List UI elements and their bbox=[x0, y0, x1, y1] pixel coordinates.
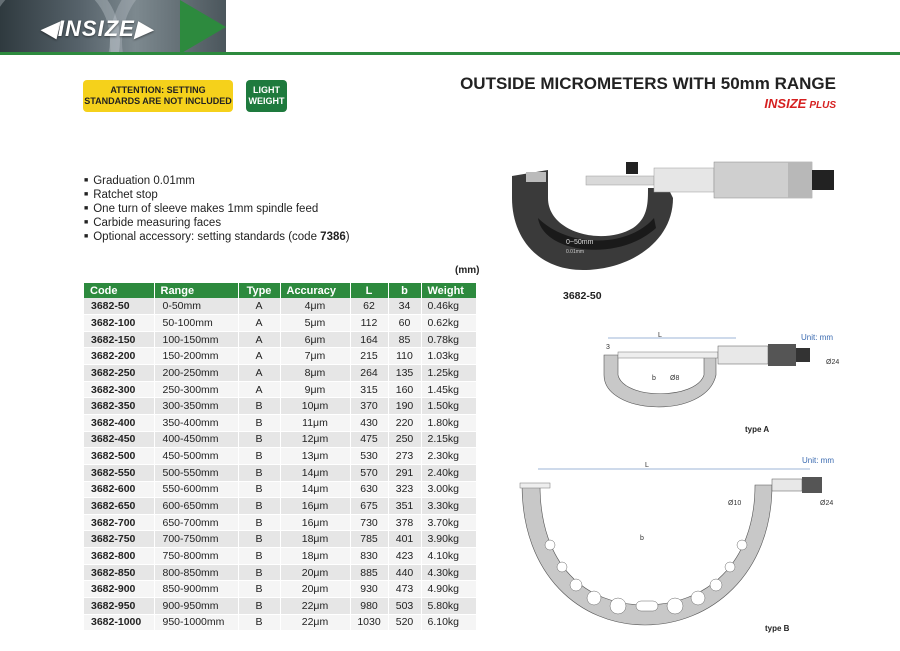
cell-type: A bbox=[238, 348, 280, 365]
cell-l: 630 bbox=[350, 481, 388, 498]
accessory-code: 7386 bbox=[320, 231, 346, 243]
spec-table bbox=[84, 283, 477, 631]
table-row bbox=[84, 614, 476, 631]
table-row bbox=[84, 548, 476, 565]
dim-lb: L bbox=[645, 462, 649, 469]
cell-weight: 0.46kg bbox=[421, 298, 476, 315]
header-divider bbox=[0, 52, 900, 55]
cell-type: B bbox=[238, 431, 280, 448]
cell-weight: 2.40kg bbox=[421, 464, 476, 481]
cell-type: B bbox=[238, 531, 280, 548]
cell-range: 100-150mm bbox=[154, 331, 238, 348]
thimble-b bbox=[802, 477, 822, 493]
cell-range: 200-250mm bbox=[154, 365, 238, 382]
cell-accuracy: 13μm bbox=[280, 448, 350, 465]
frame-text: 0~50mm bbox=[566, 239, 594, 246]
cell-l: 62 bbox=[350, 298, 388, 315]
cell-l: 830 bbox=[350, 548, 388, 565]
cell-code: 3682-450 bbox=[84, 431, 154, 448]
cell-weight: 1.25kg bbox=[421, 365, 476, 382]
cell-type: B bbox=[238, 598, 280, 615]
type-a-label: type A bbox=[745, 425, 770, 434]
page-title: OUTSIDE MICROMETERS WITH 50mm RANGE bbox=[460, 74, 836, 93]
cell-l: 730 bbox=[350, 514, 388, 531]
cell-weight: 4.30kg bbox=[421, 564, 476, 581]
cell-type: B bbox=[238, 414, 280, 431]
table-row bbox=[84, 315, 476, 332]
cell-b: 135 bbox=[388, 365, 421, 382]
header-arrow bbox=[180, 0, 226, 54]
header-band bbox=[0, 0, 900, 56]
cell-l: 570 bbox=[350, 464, 388, 481]
cell-l: 475 bbox=[350, 431, 388, 448]
brand-arrow-icon: ◀ bbox=[40, 16, 58, 41]
table-row bbox=[84, 481, 476, 498]
cell-l: 980 bbox=[350, 598, 388, 615]
cell-code: 3682-800 bbox=[84, 548, 154, 565]
cell-b: 190 bbox=[388, 398, 421, 415]
table-row bbox=[84, 464, 476, 481]
table-row bbox=[84, 398, 476, 415]
sleeve bbox=[654, 168, 714, 192]
cell-b: 473 bbox=[388, 581, 421, 598]
table-row bbox=[84, 564, 476, 581]
cell-b: 440 bbox=[388, 564, 421, 581]
col-header-weight: Weight bbox=[421, 283, 476, 298]
feature-item: ■ One turn of sleeve makes 1mm spindle feed bbox=[84, 203, 350, 217]
cell-l: 430 bbox=[350, 414, 388, 431]
cell-code: 3682-750 bbox=[84, 531, 154, 548]
product-photo bbox=[508, 158, 836, 270]
cell-code: 3682-150 bbox=[84, 331, 154, 348]
cell-range: 500-550mm bbox=[154, 464, 238, 481]
table-row bbox=[84, 348, 476, 365]
cell-type: B bbox=[238, 548, 280, 565]
cell-weight: 3.90kg bbox=[421, 531, 476, 548]
cell-code: 3682-350 bbox=[84, 398, 154, 415]
cell-range: 150-200mm bbox=[154, 348, 238, 365]
cell-range: 0-50mm bbox=[154, 298, 238, 315]
cell-accuracy: 20μm bbox=[280, 581, 350, 598]
lock-lever bbox=[626, 162, 638, 174]
table-row bbox=[84, 581, 476, 598]
cell-b: 503 bbox=[388, 598, 421, 615]
frame-a bbox=[604, 355, 716, 407]
ratchet bbox=[812, 170, 834, 190]
cell-weight: 1.45kg bbox=[421, 381, 476, 398]
cell-range: 250-300mm bbox=[154, 381, 238, 398]
cell-accuracy: 4μm bbox=[280, 298, 350, 315]
feature-list bbox=[84, 175, 350, 245]
cell-accuracy: 18μm bbox=[280, 531, 350, 548]
thimble-knurl bbox=[788, 162, 812, 198]
cell-l: 370 bbox=[350, 398, 388, 415]
cell-weight: 4.90kg bbox=[421, 581, 476, 598]
cell-accuracy: 5μm bbox=[280, 315, 350, 332]
cell-range: 950-1000mm bbox=[154, 614, 238, 631]
col-header-accuracy: Accuracy bbox=[280, 283, 350, 298]
cell-weight: 0.62kg bbox=[421, 315, 476, 332]
cell-type: B bbox=[238, 581, 280, 598]
cell-code: 3682-1000 bbox=[84, 614, 154, 631]
table-row bbox=[84, 414, 476, 431]
col-header-b: b bbox=[388, 283, 421, 298]
type-b-label: type B bbox=[765, 624, 790, 633]
cell-weight: 5.80kg bbox=[421, 598, 476, 615]
table-row bbox=[84, 298, 476, 315]
cell-range: 600-650mm bbox=[154, 498, 238, 515]
table-row bbox=[84, 598, 476, 615]
unit-label-a: Unit: mm bbox=[801, 333, 833, 342]
sublogo-plus: PLUS bbox=[809, 100, 836, 111]
cell-type: B bbox=[238, 614, 280, 631]
brand-logo bbox=[40, 16, 153, 42]
cell-weight: 3.70kg bbox=[421, 514, 476, 531]
thimble-a bbox=[768, 344, 796, 366]
drawing-type-b bbox=[510, 455, 840, 635]
cell-weight: 1.50kg bbox=[421, 398, 476, 415]
cell-type: B bbox=[238, 464, 280, 481]
cell-b: 291 bbox=[388, 464, 421, 481]
cell-accuracy: 20μm bbox=[280, 564, 350, 581]
dim-l: L bbox=[658, 332, 662, 339]
feature-item: ■ Ratchet stop bbox=[84, 189, 350, 203]
feature-text: Optional accessory: setting standards (code bbox=[93, 231, 321, 243]
cell-weight: 1.03kg bbox=[421, 348, 476, 365]
dim-b: b bbox=[652, 375, 656, 382]
cell-weight: 1.80kg bbox=[421, 414, 476, 431]
anvil bbox=[526, 172, 546, 182]
table-row bbox=[84, 498, 476, 515]
sleeve-a bbox=[718, 346, 768, 364]
insize-plus-logo bbox=[700, 96, 836, 111]
cell-code: 3682-600 bbox=[84, 481, 154, 498]
table-row bbox=[84, 381, 476, 398]
cell-accuracy: 12μm bbox=[280, 431, 350, 448]
cell-l: 530 bbox=[350, 448, 388, 465]
cell-accuracy: 14μm bbox=[280, 481, 350, 498]
feature-text: ) bbox=[345, 231, 350, 243]
col-header-l: L bbox=[350, 283, 388, 298]
cell-accuracy: 9μm bbox=[280, 381, 350, 398]
spindle bbox=[586, 176, 654, 185]
ratchet-a bbox=[796, 348, 810, 362]
cell-accuracy: 10μm bbox=[280, 398, 350, 415]
cell-b: 351 bbox=[388, 498, 421, 515]
cell-range: 700-750mm bbox=[154, 531, 238, 548]
cell-accuracy: 16μm bbox=[280, 498, 350, 515]
cell-type: A bbox=[238, 298, 280, 315]
product-label: 3682-50 bbox=[563, 290, 602, 302]
frame-subtext: 0.01mm bbox=[566, 249, 585, 255]
dim-3: 3 bbox=[606, 344, 610, 351]
cell-code: 3682-50 bbox=[84, 298, 154, 315]
cell-b: 423 bbox=[388, 548, 421, 565]
dim-bb: b bbox=[640, 535, 644, 542]
cell-weight: 2.30kg bbox=[421, 448, 476, 465]
cell-range: 450-500mm bbox=[154, 448, 238, 465]
cell-b: 273 bbox=[388, 448, 421, 465]
cell-l: 675 bbox=[350, 498, 388, 515]
cell-b: 250 bbox=[388, 431, 421, 448]
cell-type: A bbox=[238, 315, 280, 332]
cell-accuracy: 11μm bbox=[280, 414, 350, 431]
cell-weight: 6.10kg bbox=[421, 614, 476, 631]
col-header-range: Range bbox=[154, 283, 238, 298]
cell-b: 34 bbox=[388, 298, 421, 315]
cell-type: A bbox=[238, 331, 280, 348]
cell-code: 3682-700 bbox=[84, 514, 154, 531]
cell-accuracy: 16μm bbox=[280, 514, 350, 531]
cell-weight: 0.78kg bbox=[421, 331, 476, 348]
brand-arrow-icon: ▶ bbox=[134, 16, 153, 41]
cell-code: 3682-500 bbox=[84, 448, 154, 465]
cell-range: 550-600mm bbox=[154, 481, 238, 498]
spindle-a bbox=[618, 352, 718, 358]
feature-item bbox=[84, 231, 350, 245]
cell-code: 3682-300 bbox=[84, 381, 154, 398]
cell-code: 3682-250 bbox=[84, 365, 154, 382]
feature-item: ■ Graduation 0.01mm bbox=[84, 175, 350, 189]
col-header-code: Code bbox=[84, 283, 154, 298]
cell-type: B bbox=[238, 398, 280, 415]
anvil-b bbox=[520, 483, 550, 488]
cell-range: 300-350mm bbox=[154, 398, 238, 415]
attention-badge: ATTENTION: SETTING STANDARDS ARE NOT INCLUDED bbox=[83, 80, 233, 112]
cell-l: 785 bbox=[350, 531, 388, 548]
table-row bbox=[84, 514, 476, 531]
unit-label-b: Unit: mm bbox=[802, 456, 834, 465]
cell-range: 900-950mm bbox=[154, 598, 238, 615]
cell-type: A bbox=[238, 365, 280, 382]
cell-range: 400-450mm bbox=[154, 431, 238, 448]
cell-accuracy: 7μm bbox=[280, 348, 350, 365]
cell-b: 401 bbox=[388, 531, 421, 548]
brand-name: INSIZE bbox=[57, 16, 135, 41]
cell-l: 112 bbox=[350, 315, 388, 332]
cell-code: 3682-650 bbox=[84, 498, 154, 515]
cell-range: 800-850mm bbox=[154, 564, 238, 581]
dim-d8: Ø8 bbox=[670, 375, 680, 382]
table-row bbox=[84, 365, 476, 382]
cell-b: 378 bbox=[388, 514, 421, 531]
dim-d24: Ø24 bbox=[826, 359, 840, 366]
cell-range: 750-800mm bbox=[154, 548, 238, 565]
table-row bbox=[84, 331, 476, 348]
cell-type: B bbox=[238, 481, 280, 498]
cell-code: 3682-100 bbox=[84, 315, 154, 332]
cell-code: 3682-900 bbox=[84, 581, 154, 598]
cell-b: 60 bbox=[388, 315, 421, 332]
cell-weight: 2.15kg bbox=[421, 431, 476, 448]
cell-type: B bbox=[238, 564, 280, 581]
cell-l: 1030 bbox=[350, 614, 388, 631]
unit-label: (mm) bbox=[455, 265, 480, 276]
cell-l: 264 bbox=[350, 365, 388, 382]
cell-b: 323 bbox=[388, 481, 421, 498]
sleeve-b bbox=[772, 479, 802, 491]
cell-range: 850-900mm bbox=[154, 581, 238, 598]
cell-b: 520 bbox=[388, 614, 421, 631]
table-row bbox=[84, 531, 476, 548]
cell-accuracy: 22μm bbox=[280, 614, 350, 631]
cell-code: 3682-400 bbox=[84, 414, 154, 431]
cell-accuracy: 6μm bbox=[280, 331, 350, 348]
table-body bbox=[84, 298, 476, 631]
cell-b: 160 bbox=[388, 381, 421, 398]
table-header-row bbox=[84, 283, 476, 298]
cell-l: 885 bbox=[350, 564, 388, 581]
cell-b: 220 bbox=[388, 414, 421, 431]
cell-b: 85 bbox=[388, 331, 421, 348]
drawing-type-a bbox=[596, 330, 846, 440]
feature-item: ■ Carbide measuring faces bbox=[84, 217, 350, 231]
light-weight-badge: LIGHT WEIGHT bbox=[246, 80, 287, 112]
cell-b: 110 bbox=[388, 348, 421, 365]
cell-weight: 3.30kg bbox=[421, 498, 476, 515]
cell-weight: 3.00kg bbox=[421, 481, 476, 498]
cell-l: 315 bbox=[350, 381, 388, 398]
cell-range: 650-700mm bbox=[154, 514, 238, 531]
cell-accuracy: 22μm bbox=[280, 598, 350, 615]
table-row bbox=[84, 431, 476, 448]
cell-code: 3682-550 bbox=[84, 464, 154, 481]
cell-type: B bbox=[238, 448, 280, 465]
cell-code: 3682-200 bbox=[84, 348, 154, 365]
dim-d10: Ø10 bbox=[728, 500, 742, 507]
cell-type: A bbox=[238, 381, 280, 398]
cell-range: 50-100mm bbox=[154, 315, 238, 332]
cell-type: B bbox=[238, 498, 280, 515]
cell-code: 3682-950 bbox=[84, 598, 154, 615]
cell-l: 215 bbox=[350, 348, 388, 365]
sublogo-brand: INSIZE bbox=[764, 96, 807, 111]
cell-accuracy: 14μm bbox=[280, 464, 350, 481]
table-row bbox=[84, 448, 476, 465]
col-header-type: Type bbox=[238, 283, 280, 298]
cell-code: 3682-850 bbox=[84, 564, 154, 581]
cell-accuracy: 18μm bbox=[280, 548, 350, 565]
cell-l: 164 bbox=[350, 331, 388, 348]
dim-d24b: Ø24 bbox=[820, 500, 834, 507]
cell-weight: 4.10kg bbox=[421, 548, 476, 565]
cell-l: 930 bbox=[350, 581, 388, 598]
cell-range: 350-400mm bbox=[154, 414, 238, 431]
cell-accuracy: 8μm bbox=[280, 365, 350, 382]
cell-type: B bbox=[238, 514, 280, 531]
